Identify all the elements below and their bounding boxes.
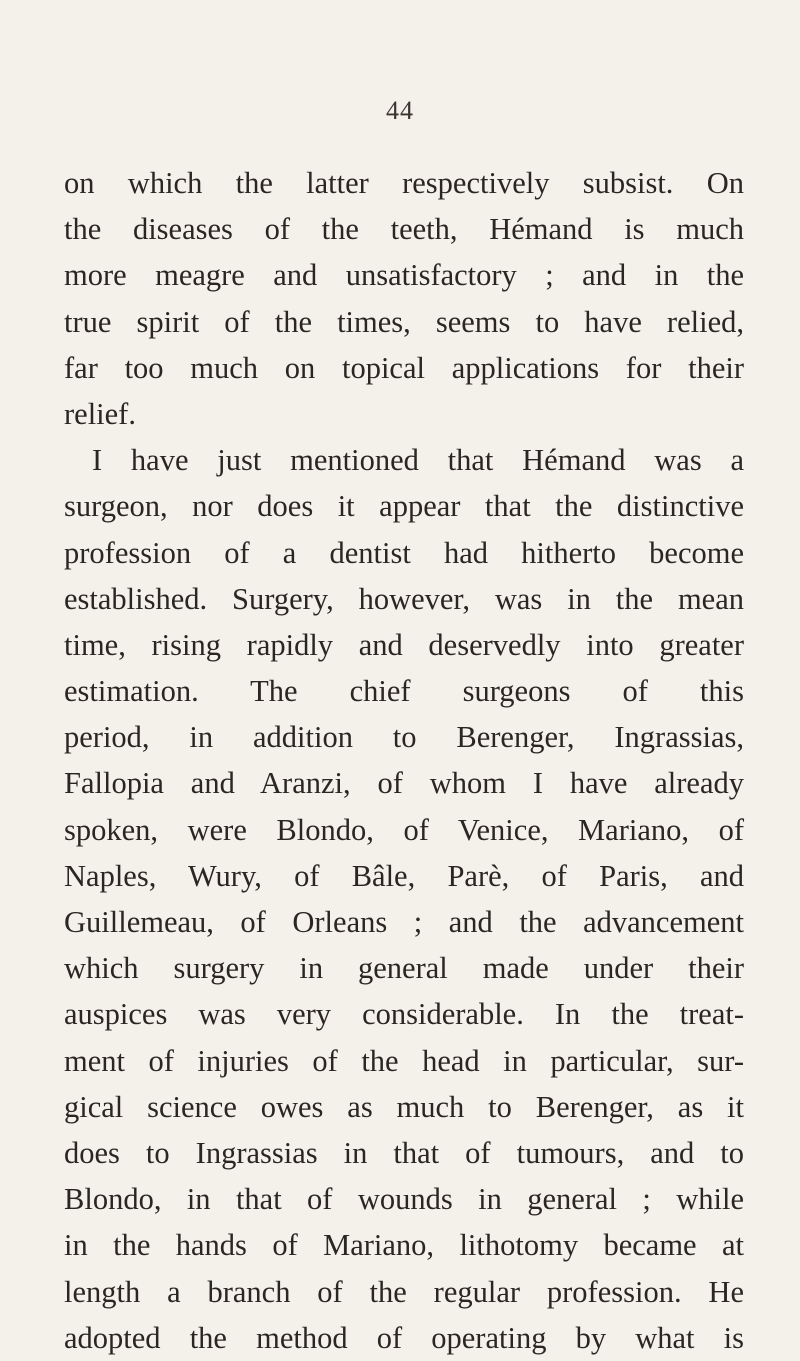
- page-number: 44: [386, 96, 414, 125]
- text-line: on which the latter respectively subsist. On: [64, 166, 744, 200]
- text-line: adopted the method of operating by what is: [64, 1320, 744, 1355]
- text-line: Naples, Wury, of Bâle, Parè, of Paris, and: [64, 858, 744, 893]
- text-line: profession of a dentist had hitherto become: [64, 535, 744, 570]
- text-line: Fallopia and Aranzi, of whom I have already: [64, 766, 744, 801]
- text-line: gical science owes as much to Berenger, as it: [64, 1089, 744, 1124]
- text-line: auspices was very considerable. In the treat-: [64, 997, 744, 1032]
- text-line: far too much on topical applications for their: [64, 350, 744, 385]
- text-line: the diseases of the teeth, Hémand is much: [64, 212, 744, 247]
- text-line: surgeon, nor does it appear that the distinctive: [64, 489, 744, 524]
- text-line: Blondo, in that of wounds in general ; while: [64, 1182, 744, 1217]
- text-line: which surgery in general made under their: [64, 951, 744, 986]
- body-text: [64, 160, 744, 1361]
- text-line: Guillemeau, of Orleans ; and the advancement: [64, 905, 744, 939]
- text-line: true spirit of the times, seems to have relied,: [64, 304, 744, 339]
- text-line: ment of injuries of the head in particular, sur-: [64, 1043, 744, 1078]
- text-line: estimation. The chief surgeons of this: [64, 674, 744, 709]
- text-line: in the hands of Mariano, lithotomy became at: [64, 1228, 744, 1263]
- text-line: period, in addition to Berenger, Ingrassias,: [64, 720, 744, 755]
- text-line: spoken, were Blondo, of Venice, Mariano, of: [64, 812, 744, 847]
- text-line: relief.: [64, 396, 136, 431]
- text-line: I have just mentioned that Hémand was a: [92, 443, 744, 478]
- text-line: time, rising rapidly and deservedly into greater: [64, 627, 744, 662]
- text-line: does to Ingrassias in that of tumours, and to: [64, 1135, 744, 1170]
- text-line: length a branch of the regular profession. He: [64, 1274, 744, 1309]
- text-line: more meagre and unsatisfactory ; and in the: [64, 258, 744, 293]
- text-line: established. Surgery, however, was in the mean: [64, 581, 744, 616]
